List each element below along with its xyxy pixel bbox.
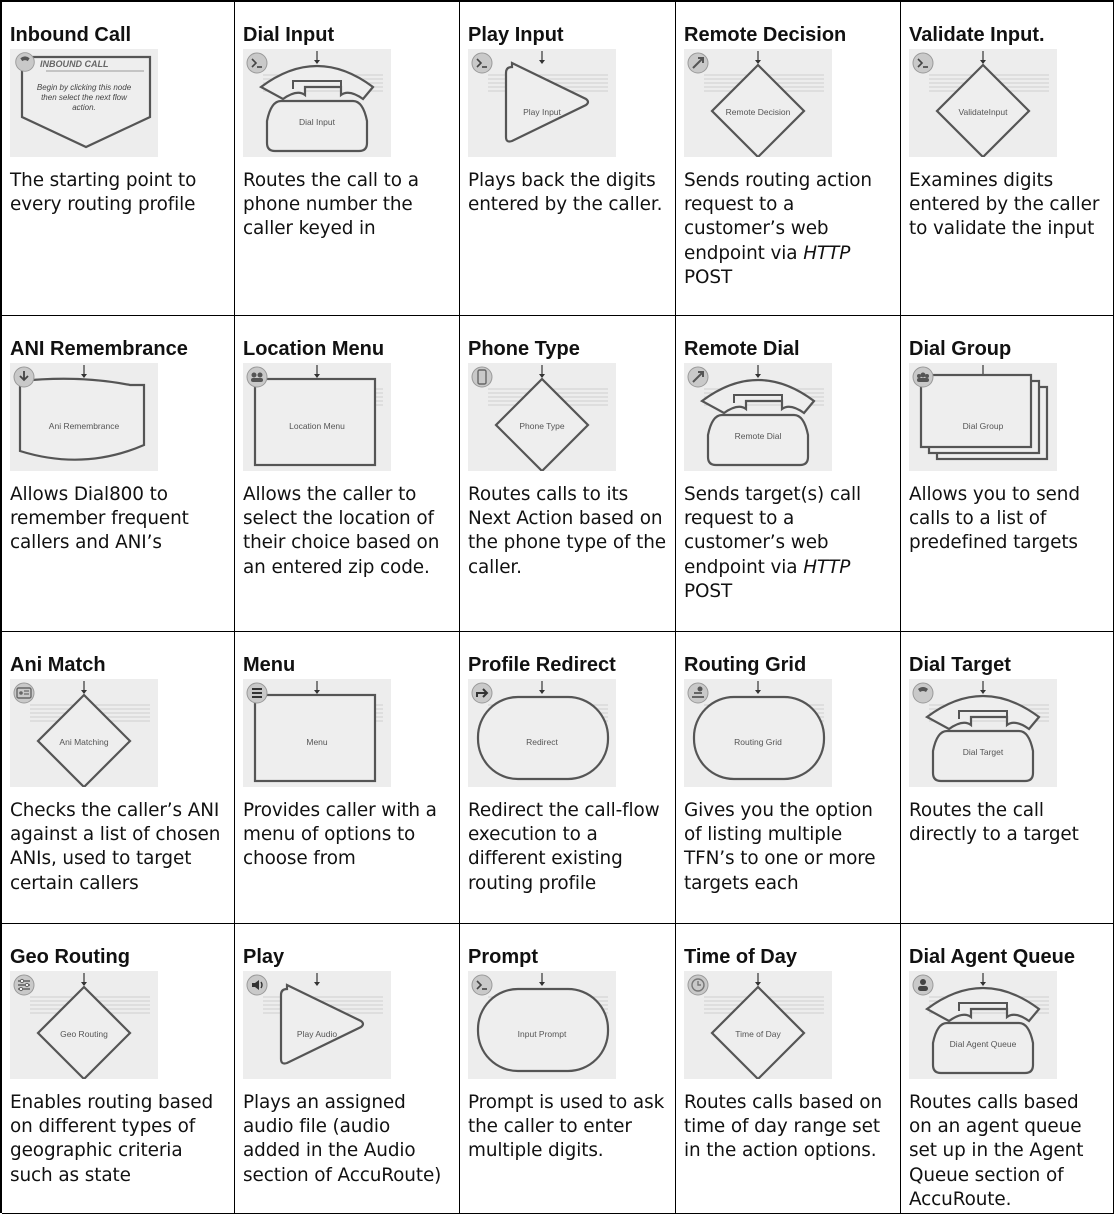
node-label: Routing Grid xyxy=(734,737,782,747)
action-cell xyxy=(2,316,235,632)
node-label: Remote Dial xyxy=(734,431,782,441)
action-node-thumbnail xyxy=(909,679,1057,787)
action-description xyxy=(10,169,226,217)
action-node-thumbnail xyxy=(468,971,616,1079)
node-label: ValidateInput xyxy=(958,107,1008,117)
description-text: Gives you the option of listing multiple TFN’s to one or more targets each xyxy=(684,800,876,894)
action-description xyxy=(468,483,667,580)
action-node-thumbnail xyxy=(468,679,616,787)
action-cell xyxy=(460,2,676,316)
link-icon xyxy=(684,363,712,391)
node-label: Dial Agent Queue xyxy=(949,1039,1017,1049)
phone-icon xyxy=(12,49,38,75)
action-cell xyxy=(235,632,460,924)
description-text: Enables routing based on different types of geographic criteria such as state xyxy=(10,1092,214,1186)
action-description xyxy=(10,1091,226,1188)
action-title: Dial Input xyxy=(243,24,335,46)
node-label: Phone Type xyxy=(519,421,565,431)
action-node-thumbnail xyxy=(10,679,158,787)
node-label: Ani Matching xyxy=(59,737,109,747)
action-description xyxy=(909,169,1105,242)
action-description xyxy=(468,1091,667,1164)
clock-icon xyxy=(684,971,712,999)
node-label: Dial Target xyxy=(962,747,1004,757)
download-icon xyxy=(10,363,38,391)
action-description xyxy=(909,799,1105,847)
terminal-icon xyxy=(468,971,496,999)
action-node-thumbnail xyxy=(10,363,158,471)
description-text: Examines digits entered by the caller to validate the input xyxy=(909,170,1100,240)
action-cell xyxy=(901,924,1114,1214)
action-title: ANI Remembrance xyxy=(10,338,188,360)
action-node-thumbnail xyxy=(243,49,391,157)
action-cell xyxy=(235,924,460,1214)
action-title: Ani Match xyxy=(10,654,106,676)
action-description xyxy=(243,799,451,872)
action-title: Routing Grid xyxy=(684,654,807,676)
description-text: Routes calls based on time of day range set in the action options. xyxy=(684,1092,883,1162)
action-cell xyxy=(2,924,235,1214)
terminal-icon xyxy=(909,49,937,77)
description-text: Checks the caller’s ANI against a list of chosen ANIs, used to target certain callers xyxy=(10,800,221,894)
node-label: Dial Input xyxy=(299,117,335,127)
group-icon xyxy=(909,363,937,391)
description-text: Provides caller with a menu of options to choose from xyxy=(243,800,437,870)
action-cell xyxy=(901,2,1114,316)
action-title: Play Input xyxy=(468,24,564,46)
action-node-thumbnail xyxy=(243,679,391,787)
node-label: Geo Routing xyxy=(60,1029,108,1039)
description-text: Routes calls to its Next Action based on the phone type of the caller. xyxy=(468,484,667,578)
link-icon xyxy=(684,49,712,77)
action-description xyxy=(468,169,667,217)
action-node-thumbnail xyxy=(684,363,832,471)
action-node-thumbnail xyxy=(909,49,1057,157)
action-node-thumbnail xyxy=(909,363,1057,471)
node-label: Ani Remembrance xyxy=(48,421,120,431)
action-cell xyxy=(676,924,901,1214)
node-label: Input Prompt xyxy=(517,1029,567,1039)
node-label: Time of Day xyxy=(735,1029,781,1039)
description-tail-text: POST xyxy=(684,266,733,288)
description-italic-text: HTTP xyxy=(803,556,851,578)
speaker-icon xyxy=(243,971,271,999)
action-title: Dial Group xyxy=(909,338,1012,360)
action-title: Dial Agent Queue xyxy=(909,946,1075,968)
action-node-thumbnail xyxy=(468,49,616,157)
grid-icon xyxy=(684,679,712,707)
action-title: Time of Day xyxy=(684,946,797,968)
action-cell xyxy=(676,2,901,316)
action-node-thumbnail xyxy=(243,971,391,1079)
action-node-thumbnail xyxy=(909,971,1057,1079)
action-title: Dial Target xyxy=(909,654,1011,676)
action-title: Phone Type xyxy=(468,338,580,360)
description-text: Sends target(s) call request to a customer’s web endpoint via xyxy=(684,484,862,578)
node-label: Play Audio xyxy=(296,1029,338,1039)
action-description xyxy=(684,799,892,896)
action-title: Play xyxy=(243,946,285,968)
action-title: Profile Redirect xyxy=(468,654,616,676)
action-cell xyxy=(235,2,460,316)
action-node-thumbnail xyxy=(243,363,391,471)
node-sub-label: Begin by clicking this node then select the next flow action. xyxy=(36,83,132,112)
description-text: Routes calls based on an agent queue set up in the Agent Queue section of AccuRoute. xyxy=(909,1092,1084,1210)
action-description xyxy=(10,799,226,896)
action-cell xyxy=(676,632,901,924)
action-cell xyxy=(676,316,901,632)
terminal-icon xyxy=(243,49,271,77)
action-cell xyxy=(460,924,676,1214)
action-description xyxy=(468,799,667,896)
description-text: Plays an assigned audio file (audio added in the Audio section of AccuRoute) xyxy=(243,1092,442,1186)
description-text: Allows the caller to select the location of their choice based on an entered zip code. xyxy=(243,484,440,578)
action-title: Prompt xyxy=(468,946,538,968)
action-title: Inbound Call xyxy=(10,24,132,46)
action-title: Validate Input. xyxy=(909,24,1045,46)
menu-icon xyxy=(243,679,271,707)
sliders-icon xyxy=(10,971,38,999)
description-text: Allows you to send calls to a list of predefined targets xyxy=(909,484,1080,554)
action-description xyxy=(684,1091,892,1164)
action-description xyxy=(243,1091,451,1188)
people-icon xyxy=(243,363,271,391)
action-node-thumbnail xyxy=(10,49,158,157)
description-text: Sends routing action request to a customer’s web endpoint via xyxy=(684,170,872,264)
description-text: Routes the call directly to a target xyxy=(909,800,1079,846)
description-text: Routes the call to a phone number the caller keyed in xyxy=(243,170,419,240)
action-title: Geo Routing xyxy=(10,946,130,968)
description-text: Allows Dial800 to remember frequent callers and ANI’s xyxy=(10,484,189,554)
description-text: Redirect the call-flow execution to a different existing routing profile xyxy=(468,800,660,894)
action-node-thumbnail xyxy=(10,971,158,1079)
action-description xyxy=(909,1091,1105,1212)
action-cell xyxy=(901,632,1114,924)
action-cell xyxy=(2,632,235,924)
action-cell xyxy=(460,316,676,632)
node-label: Location Menu xyxy=(289,421,345,431)
node-label: Play Input xyxy=(523,107,561,117)
action-title: Remote Dial xyxy=(684,338,800,360)
action-cell xyxy=(235,316,460,632)
action-node-thumbnail xyxy=(684,971,832,1079)
node-label: Remote Decision xyxy=(725,107,791,117)
action-description xyxy=(909,483,1105,556)
action-node-thumbnail xyxy=(468,363,616,471)
action-title: Menu xyxy=(243,654,296,676)
action-description xyxy=(684,483,892,604)
description-tail-text: POST xyxy=(684,580,733,602)
node-label: INBOUND CALL xyxy=(40,59,109,69)
node-label: Redirect xyxy=(526,737,558,747)
phone-icon xyxy=(909,679,937,707)
description-text: Plays back the digits entered by the caller. xyxy=(468,170,663,216)
redirect-icon xyxy=(468,679,496,707)
description-italic-text: HTTP xyxy=(803,242,851,264)
action-description xyxy=(243,169,451,242)
action-cell xyxy=(460,632,676,924)
action-description xyxy=(10,483,226,556)
action-title: Location Menu xyxy=(243,338,385,360)
agent-icon xyxy=(909,971,937,999)
action-description xyxy=(243,483,451,580)
action-cell xyxy=(2,2,235,316)
description-text: Prompt is used to ask the caller to enter multiple digits. xyxy=(468,1092,665,1162)
terminal-icon xyxy=(468,49,496,77)
id-card-icon xyxy=(10,679,38,707)
action-node-thumbnail xyxy=(684,49,832,157)
node-label: Dial Group xyxy=(962,421,1004,431)
action-description xyxy=(684,169,892,290)
action-cell xyxy=(901,316,1114,632)
description-text: The starting point to every routing profile xyxy=(10,170,197,216)
node-label: Menu xyxy=(306,737,328,747)
action-node-thumbnail xyxy=(684,679,832,787)
mobile-icon xyxy=(468,363,496,391)
action-title: Remote Decision xyxy=(684,24,847,46)
